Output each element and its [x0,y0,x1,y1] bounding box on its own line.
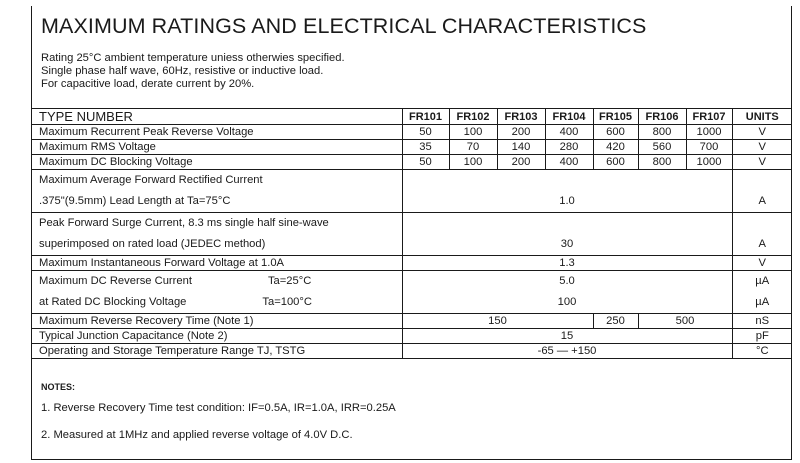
table-row [31,125,792,140]
param-label [31,271,402,314]
value-cell: 50 [402,155,449,170]
value-cell: 1.0 [402,170,732,213]
note-1: 1. Reverse Recovery Time test condition: IF=0.5A, IR=1.0A, IRR=0.25A [41,402,396,414]
condition-line: Rating 25°C ambient temperature uniess otherwies specified. [41,52,345,64]
param-label: Maximum Recurrent Peak Reverse Voltage [31,125,402,140]
param-label: Maximum DC Blocking Voltage [31,155,402,170]
value-cell: 420 [593,140,638,155]
table-row [31,271,792,314]
rating-conditions [41,52,345,91]
model-header: FR101 [402,109,449,125]
param-label: Typical Junction Capacitance (Note 2) [31,329,402,344]
page-title: MAXIMUM RATINGS AND ELECTRICAL CHARACTERISTICS [41,14,647,38]
value-cell: 250 [593,314,638,329]
unit-cell [732,271,792,314]
param-label [31,213,402,256]
model-header: FR106 [638,109,686,125]
ratings-table [31,108,792,359]
model-header: FR102 [449,109,497,125]
value-line: 100 [557,296,577,308]
condition-text: Ta=25°C [267,275,312,287]
value-cell: 200 [497,125,545,140]
units-header: UNITS [732,109,792,125]
unit-cell: V [732,155,792,170]
model-header: FR105 [593,109,638,125]
unit-cell: °C [732,344,792,359]
value-cell: 400 [545,125,593,140]
param-label-line: superimposed on rated load (JEDEC method) [39,238,266,250]
value-cell: 400 [545,155,593,170]
value-cell: 150 [402,314,593,329]
value-cell [402,271,732,314]
param-label-line [39,271,398,292]
value-cell: 100 [449,155,497,170]
table-row [31,256,792,271]
param-label-line [39,292,398,313]
value-cell: 500 [638,314,732,329]
unit-cell: pF [732,329,792,344]
value-cell: -65 — +150 [402,344,732,359]
table-row [31,344,792,359]
table-row [31,170,792,213]
condition-line: Single phase half wave, 60Hz, resistive or inductive load. [41,65,324,77]
value-cell: 1000 [686,155,732,170]
table-row [31,140,792,155]
note-2: 2. Measured at 1MHz and applied reverse voltage of 4.0V D.C. [41,429,353,441]
unit-cell: nS [732,314,792,329]
value-cell: 1.3 [402,256,732,271]
value-cell: 600 [593,125,638,140]
unit-cell: V [732,125,792,140]
value-cell: 100 [449,125,497,140]
value-cell: 280 [545,140,593,155]
value-cell: 800 [638,125,686,140]
notes-section [41,382,75,392]
param-label: Maximum RMS Voltage [31,140,402,155]
value-cell: 140 [497,140,545,155]
model-header: FR103 [497,109,545,125]
model-header: FR107 [686,109,732,125]
value-cell: 35 [402,140,449,155]
table-row [31,155,792,170]
param-label-text: at Rated DC Blocking Voltage [39,296,187,308]
param-label-line: .375"(9.5mm) Lead Length at Ta=75°C [39,195,231,207]
unit-line: µA [755,275,770,287]
type-number-header: TYPE NUMBER [31,109,402,125]
unit-line: µA [755,296,770,308]
value-line: 5.0 [559,275,575,287]
value-cell: 600 [593,155,638,170]
model-header: FR104 [545,109,593,125]
value-cell: 200 [497,155,545,170]
notes-header: NOTES: [41,382,76,392]
value-cell: 15 [402,329,732,344]
value-cell: 70 [449,140,497,155]
param-label [31,170,402,213]
table-row [31,314,792,329]
param-label: Operating and Storage Temperature Range TJ, TSTG [31,344,402,359]
param-label-line: Maximum Average Forward Rectified Current [39,174,263,186]
param-label-line: Peak Forward Surge Current, 8.3 ms single half sine-wave [39,217,329,229]
value-cell: 50 [402,125,449,140]
unit-cell: A [732,170,792,213]
value-cell: 1000 [686,125,732,140]
value-cell: 560 [638,140,686,155]
condition-text: Ta=100°C [262,296,312,308]
param-label: Maximum Instantaneous Forward Voltage at 1.0A [31,256,402,271]
table-row [31,329,792,344]
table-header-row [31,109,792,125]
param-label: Maximum Reverse Recovery Time (Note 1) [31,314,402,329]
value-cell: 700 [686,140,732,155]
unit-cell: A [732,213,792,256]
value-cell: 30 [402,213,732,256]
unit-cell: V [732,140,792,155]
condition-line: For capacitive load, derate current by 20%. [41,78,255,90]
unit-cell: V [732,256,792,271]
value-cell: 800 [638,155,686,170]
table-row [31,213,792,256]
param-label-text: Maximum DC Reverse Current [39,275,192,287]
